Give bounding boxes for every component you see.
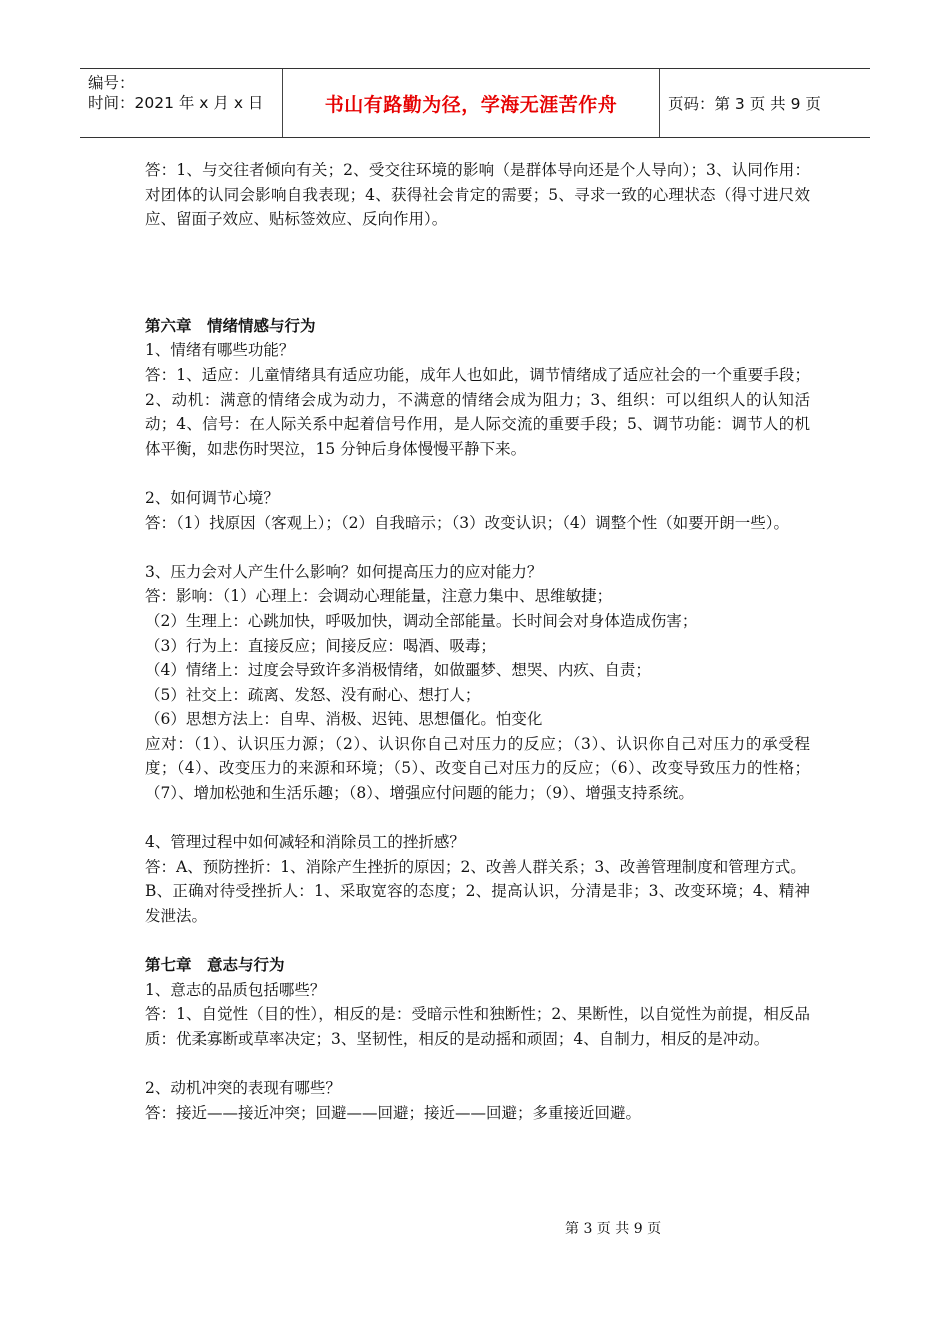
ch7-question-2: 2、动机冲突的表现有哪些？ — [145, 1079, 341, 1098]
motto: 书山有路勤为径，学海无涯苦作舟 — [324, 93, 618, 116]
page-label: 页码：第 3 页 共 9 页 — [668, 95, 821, 113]
ch6-question-1: 1、情绪有哪些功能？ — [145, 341, 295, 360]
header-page-cell — [660, 69, 870, 137]
time-label: 时间：2021 年 x 月 x 日 — [88, 94, 264, 112]
page-header — [80, 68, 870, 138]
ch6-answer-3-line: 答：影响：（1）心理上：会调动心理能量，注意力集中、思维敏捷； — [145, 587, 613, 606]
ch6-question-2: 2、如何调节心境？ — [145, 488, 279, 507]
ch6-answer-3-line: （2）生理上：心跳加快，呼吸加快，调动全部能量。长时间会对身体造成伤害； — [145, 611, 698, 630]
chapter-6-title: 第六章 情绪情感与行为 — [145, 315, 316, 335]
ch6-answer-3-line: （4）情绪上：过度会导致许多消极情绪，如做噩梦、想哭、内疚、自责； — [145, 661, 651, 680]
header-meta — [80, 69, 282, 137]
header-motto-cell — [282, 69, 660, 137]
ch6-question-3: 3、压力会对人产生什么影响？如何提高压力的应对能力？ — [145, 562, 543, 581]
ch7-question-1: 1、意志的品质包括哪些？ — [145, 980, 326, 999]
ch6-answer-3-line: （6）思想方法上：自卑、消极、迟钝、思想僵化。怕变化 — [145, 710, 543, 729]
ch6-answer-1: 答：1、适应：儿童情绪具有适应功能，成年人也如此，调节情绪成了适应社会的一个重要手段；2、动机：满意的情绪会成为动力，不满意的情绪会成为阻力；3、组织：可以组织人的认知活动；4、信号：在人际关系中起着信号作用，是人际交流的重要手段；5、调节功能：调节人的机体平衡，如悲伤时哭泣，15 分钟后身体慢慢平静下来。 — [145, 365, 810, 458]
document-body — [145, 158, 810, 1125]
ch7-answer-2: 答：接近——接近冲突；回避——回避；接近——回避；多重接近回避。 — [145, 1103, 642, 1122]
ch6-answer-3-line: （3）行为上：直接反应；间接反应：喝酒、吸毒； — [145, 636, 496, 655]
chapter-7-title: 第七章 意志与行为 — [145, 955, 285, 975]
code-label: 编号： — [88, 74, 135, 92]
ch6-answer-2: 答：（1）找原因（客观上）；（2）自我暗示；（3）改变认识；（4）调整个性（如要开朗一些）。 — [145, 513, 789, 532]
ch6-answer-4a: 答：A、预防挫折：1、消除产生挫折的原因；2、改善人群关系；3、改善管理制度和管理方式。 — [145, 857, 806, 876]
ch6-answer-3-line: （5）社交上：疏离、发怒、没有耐心、想打人； — [145, 685, 481, 704]
page-footer: 第 3 页 共 9 页 — [565, 1221, 662, 1237]
ch6-answer-4b: B、正确对待受挫折人：1、采取宽容的态度；2、提高认识，分清是非；3、改变环境；4、精神发泄法。 — [145, 882, 810, 926]
ch7-answer-1: 答：1、自觉性（目的性），相反的是：受暗示性和独断性；2、果断性，以自觉性为前提，相反品质：优柔寡断或草率决定；3、坚韧性，相反的是动摇和顽固；4、自制力，相反的是冲动。 — [145, 1005, 810, 1048]
ch6-question-4: 4、管理过程中如何减轻和消除员工的挫折感？ — [145, 833, 465, 852]
ch6-answer-3-coping: 应对：（1）、认识压力源；（2）、认识你自己对压力的反应；（3）、认识你自己对压力的承受程度；（4）、改变压力的来源和环境；（5）、改变自己对压力的反应；（6）、改变导致压力的性格；（7）、增加松弛和生活乐趣；（8）、增强应付问题的能力；（9）、增强支持系统。 — [145, 734, 810, 803]
intro-answer: 答：1、与交往者倾向有关；2、受交往环境的影响（是群体导向还是个人导向）；3、认同作用：对团体的认同会影响自我表现；4、获得社会肯定的需要；5、寻求一致的心理状态（得寸进尺效应、留面子效应、贴标签效应、反向作用）。 — [145, 161, 810, 229]
